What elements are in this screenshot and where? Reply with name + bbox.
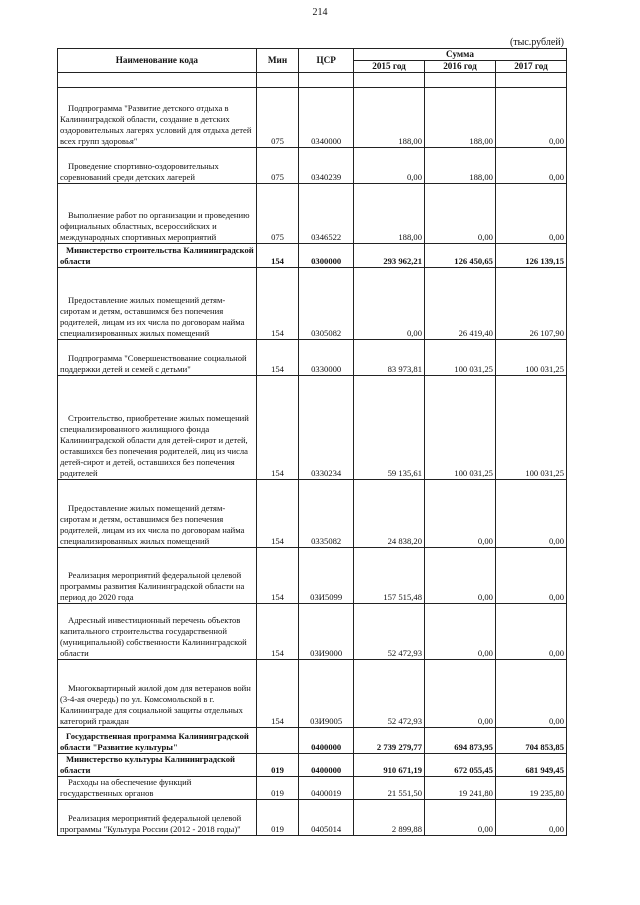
row-name: Подпрограмма "Развитие детского отдыха в Калининградской области, создание в детских оздоровительных лагерях условий для отдыха детей всех групп здоровья" [58,88,257,148]
row-value-2015: 157 515,48 [354,548,425,604]
row-csr-code: 0405014 [299,800,354,836]
row-csr-code: 0340000 [299,88,354,148]
row-value-2016: 0,00 [425,800,496,836]
units-label: (тыс.рублей) [509,37,564,48]
row-value-2017: 19 235,80 [495,777,566,800]
table-row [58,728,567,754]
row-name: Выполнение работ по организации и проведению официальных областных, всероссийских и международных спортивных мероприятий [58,184,257,244]
row-csr-code: 0330000 [299,340,354,376]
row-csr-code: 0340239 [299,148,354,184]
row-min-code: 154 [256,376,299,480]
row-value-2017: 704 853,85 [495,728,566,754]
table-row [58,548,567,604]
row-csr-code: 03И9005 [299,660,354,728]
row-value-2015: 0,00 [354,148,425,184]
table-row [58,480,567,548]
row-value-2016: 0,00 [425,480,496,548]
row-value-2016: 26 419,40 [425,268,496,340]
row-min-code: 154 [256,548,299,604]
row-value-2017: 126 139,15 [495,244,566,268]
row-value-2016: 100 031,25 [425,340,496,376]
row-csr-code: 0305082 [299,268,354,340]
row-name: Строительство, приобретение жилых помещений специализированного жилищного фонда Калининградской области для детей-сирот и детей, оставшихся без попечения родителей, лиц из числа детей-сирот и детей, оставшихся без попечения родителей [58,376,257,480]
row-name: Предоставление жилых помещений детям-сиротам и детям, оставшимся без попечения родителей, лицам из их числа по договорам найма специализированных жилых помещений [58,480,257,548]
row-value-2016: 188,00 [425,148,496,184]
row-value-2017: 0,00 [495,548,566,604]
row-min-code: 154 [256,604,299,660]
table-row [58,340,567,376]
row-csr-code: 0335082 [299,480,354,548]
row-min-code: 075 [256,148,299,184]
row-value-2017: 0,00 [495,604,566,660]
row-csr-code: 0400019 [299,777,354,800]
row-csr-code: 03И5099 [299,548,354,604]
row-value-2016: 0,00 [425,184,496,244]
row-csr-code: 0400000 [299,728,354,754]
row-name: Реализация мероприятий федеральной целевой программы развития Калининградской области на период до 2020 года [58,548,257,604]
row-value-2017: 100 031,25 [495,340,566,376]
header-2015: 2015 год [354,61,425,73]
header-2017: 2017 год [495,61,566,73]
row-name: Министерство культуры Калининградской области [58,754,257,777]
row-min-code: 019 [256,800,299,836]
row-min-code: 075 [256,88,299,148]
row-csr-code: 0330234 [299,376,354,480]
row-value-2016: 672 055,45 [425,754,496,777]
row-value-2015: 83 973,81 [354,340,425,376]
row-value-2017: 100 031,25 [495,376,566,480]
row-name: Адресный инвестиционный перечень объектов капитального строительства государственной (муниципальной) собственности Калининградской области [58,604,257,660]
table-row [58,88,567,148]
row-name: Проведение спортивно-оздоровительных соревнований среди детских лагерей [58,148,257,184]
row-csr-code: 0300000 [299,244,354,268]
table-header [58,49,567,88]
row-csr-code: 03И9000 [299,604,354,660]
row-value-2016: 694 873,95 [425,728,496,754]
table-row [58,754,567,777]
row-value-2017: 0,00 [495,660,566,728]
row-name: Многоквартирный жилой дом для ветеранов войн (3-4-ая очередь) по ул. Комсомольской в г. Калининграде для социальной защиты отдельных категорий граждан [58,660,257,728]
row-value-2015: 2 739 279,77 [354,728,425,754]
row-name: Подпрограмма "Совершенствование социальной поддержки детей и семей с детьми" [58,340,257,376]
row-min-code: 019 [256,777,299,800]
row-value-2015: 59 135,61 [354,376,425,480]
row-name: Министерство строительства Калининградской области [58,244,257,268]
row-name: Реализация мероприятий федеральной целевой программы "Культура России (2012 - 2018 годы)" [58,800,257,836]
row-value-2016: 188,00 [425,88,496,148]
header-csr: ЦСР [299,49,354,73]
row-value-2015: 293 962,21 [354,244,425,268]
row-value-2016: 126 450,65 [425,244,496,268]
table-row [58,800,567,836]
row-value-2015: 52 472,93 [354,660,425,728]
row-value-2015: 910 671,19 [354,754,425,777]
row-value-2017: 0,00 [495,184,566,244]
table-row [58,268,567,340]
row-min-code [256,728,299,754]
row-value-2016: 0,00 [425,548,496,604]
row-value-2015: 52 472,93 [354,604,425,660]
row-min-code: 154 [256,340,299,376]
table-row [58,777,567,800]
row-min-code: 019 [256,754,299,777]
row-value-2016: 19 241,80 [425,777,496,800]
row-min-code: 154 [256,480,299,548]
header-name: Наименование кода [58,49,257,73]
row-value-2016: 100 031,25 [425,376,496,480]
row-name: Предоставление жилых помещений детям-сиротам и детям, оставшимся без попечения родителей, лицам из их числа по договорам найма специализированных жилых помещений [58,268,257,340]
row-csr-code: 0346522 [299,184,354,244]
row-value-2017: 26 107,90 [495,268,566,340]
header-sum: Сумма [354,49,567,61]
row-value-2016: 0,00 [425,660,496,728]
row-csr-code: 0400000 [299,754,354,777]
table-row [58,244,567,268]
table-row [58,376,567,480]
table-body [58,88,567,836]
row-value-2015: 21 551,50 [354,777,425,800]
row-value-2017: 0,00 [495,88,566,148]
row-value-2017: 681 949,45 [495,754,566,777]
row-name: Государственная программа Калининградской области "Развитие культуры" [58,728,257,754]
row-min-code: 154 [256,660,299,728]
row-name: Расходы на обеспечение функций государственных органов [58,777,257,800]
page-number: 214 [312,7,328,18]
table-row [58,660,567,728]
row-value-2015: 188,00 [354,184,425,244]
row-value-2015: 0,00 [354,268,425,340]
row-value-2017: 0,00 [495,148,566,184]
row-min-code: 075 [256,184,299,244]
row-min-code: 154 [256,268,299,340]
table-row [58,148,567,184]
row-value-2015: 2 899,88 [354,800,425,836]
header-min: Мин [256,49,299,73]
row-value-2015: 188,00 [354,88,425,148]
table-row [58,604,567,660]
table-row [58,184,567,244]
row-min-code: 154 [256,244,299,268]
header-2016: 2016 год [425,61,496,73]
budget-table [57,48,567,836]
row-value-2017: 0,00 [495,800,566,836]
row-value-2015: 24 838,20 [354,480,425,548]
row-value-2017: 0,00 [495,480,566,548]
row-value-2016: 0,00 [425,604,496,660]
